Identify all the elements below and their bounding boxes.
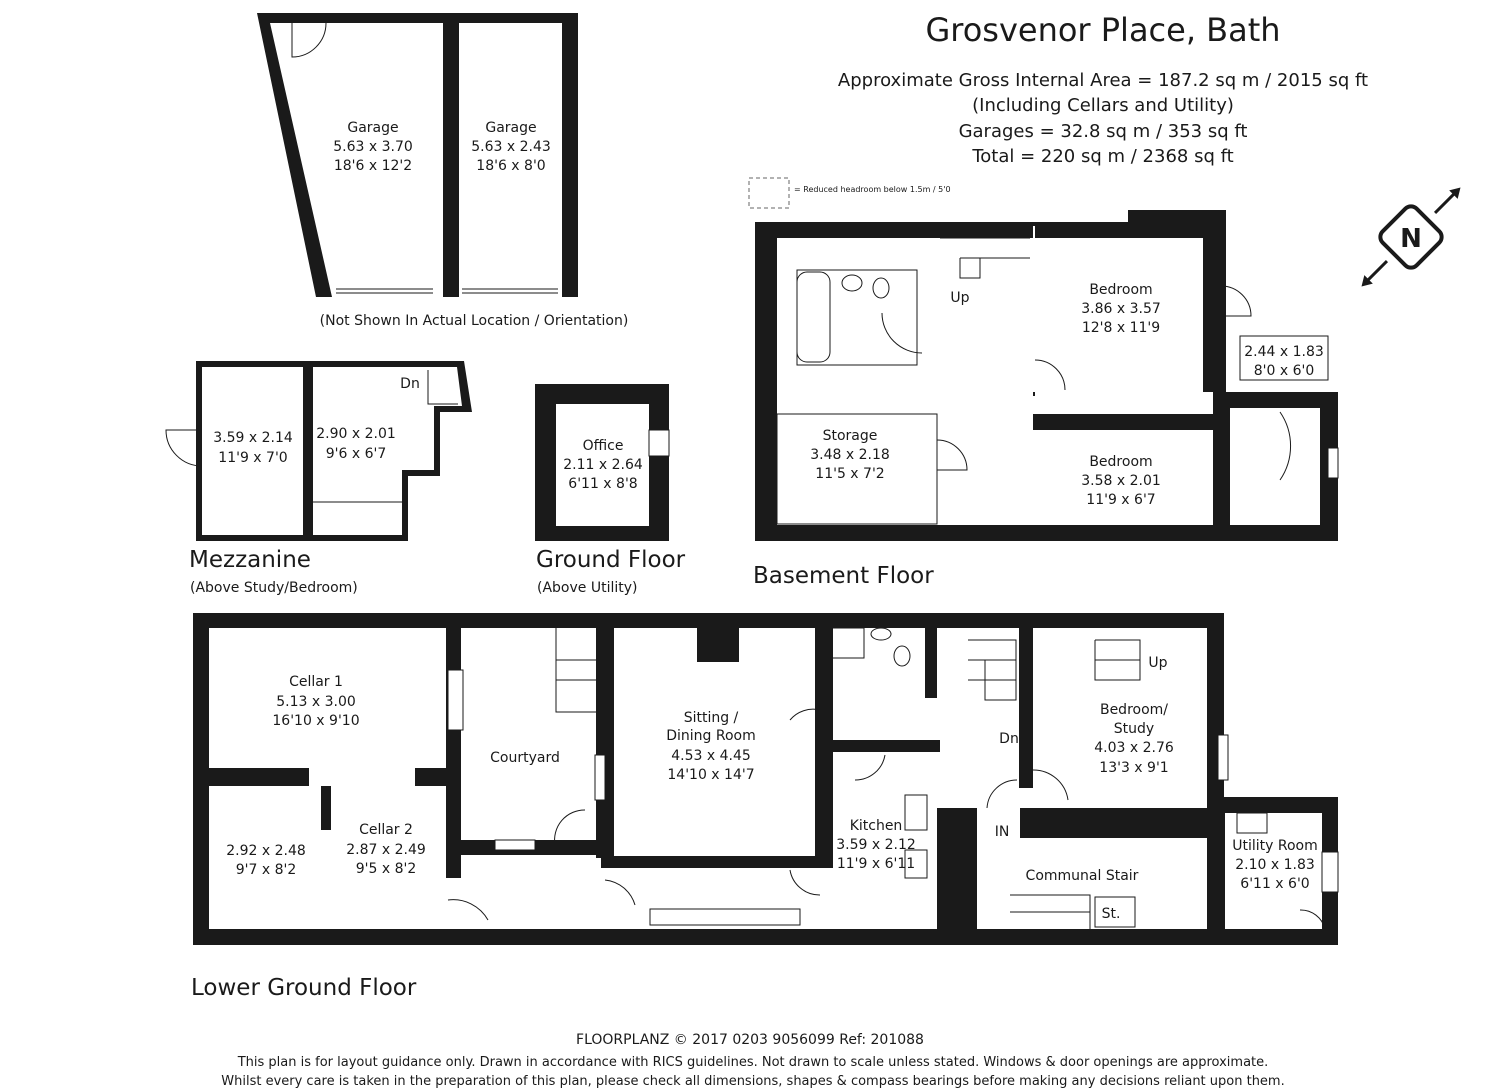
garage-1-imperial: 18'6 x 12'2 [333,158,413,174]
basement-small-room-imperial: 8'0 x 6'0 [1253,363,1315,379]
legend [749,178,951,208]
lower-ground-floor-plan [191,613,1338,1001]
bedroom-study-name-1: Bedroom/ [1099,702,1169,718]
kitchen-imperial: 11'9 x 6'11 [836,856,916,872]
cellar-2-metric: 2.87 x 2.49 [346,842,426,858]
footer-credit: FLOORPLANZ © 2017 0203 9056099 Ref: 201088 [576,1032,924,1048]
basement-bedroom-2-metric: 3.58 x 2.01 [1081,473,1161,489]
cellar-2-imperial: 9'5 x 8'2 [355,861,417,877]
cellar-1-imperial: 16'10 x 9'10 [272,713,360,729]
sitting-room-name-2: Dining Room [666,728,756,744]
basement-bedroom-2-name: Bedroom [1089,454,1153,470]
office-imperial: 6'11 x 8'8 [568,476,638,492]
storage-metric: 3.48 x 2.18 [810,447,890,463]
ground-floor-title: Ground Floor [536,547,686,573]
kitchen-name: Kitchen [849,818,903,834]
mezzanine-room-1-metric: 3.59 x 2.14 [213,430,293,446]
mezzanine-room-2-metric: 2.90 x 2.01 [316,426,396,442]
ground-floor-plan [535,384,686,596]
mezzanine-room-2-imperial: 9'6 x 6'7 [325,446,387,462]
bedroom-study-name-2: Study [1113,721,1155,737]
sitting-room-imperial: 14'10 x 14'7 [667,767,755,783]
sitting-room-metric: 4.53 x 4.45 [671,748,751,764]
garage-2-name: Garage [485,120,537,136]
bedroom-study-imperial: 13'3 x 9'1 [1099,760,1169,776]
mezzanine-plan [166,361,472,596]
mezzanine-stair-label: Dn [400,376,420,392]
utility-room-name: Utility Room [1232,838,1318,854]
header [838,11,1368,167]
office-metric: 2.11 x 2.64 [563,457,643,473]
store-label: St. [1101,906,1121,922]
communal-stair-name: Communal Stair [1025,868,1139,884]
lower-stair-down-label: Dn [999,731,1019,747]
office-name: Office [582,438,624,454]
ground-floor-subtitle: (Above Utility) [537,580,638,596]
garages-plan [257,13,628,329]
area-line-4: Total = 220 sq m / 2368 sq ft [972,146,1234,167]
kitchen-metric: 3.59 x 2.12 [836,837,916,853]
basement-bedroom-1-name: Bedroom [1089,282,1153,298]
footer [221,1032,1284,1089]
basement-bedroom-1-metric: 3.86 x 3.57 [1081,301,1161,317]
basement-bedroom-2-imperial: 11'9 x 6'7 [1086,492,1156,508]
basement-stair-label: Up [950,290,970,306]
bedroom-study-metric: 4.03 x 2.76 [1094,740,1174,756]
mezzanine-subtitle: (Above Study/Bedroom) [190,580,358,596]
cellar-side-imperial: 9'7 x 8'2 [235,862,297,878]
cellar-1-name: Cellar 1 [289,674,343,690]
utility-room-imperial: 6'11 x 6'0 [1240,876,1310,892]
compass-north-label: N [1400,224,1422,254]
garage-2-imperial: 18'6 x 8'0 [476,158,546,174]
storage-name: Storage [822,428,878,444]
area-line-2: (Including Cellars and Utility) [972,95,1234,116]
footer-disclaimer-1: This plan is for layout guidance only. Drawn in accordance with RICS guidelines. Not drawn to scale unless stated. Windows & door openings are approximate. [237,1055,1269,1070]
lower-stair-up-label: Up [1148,655,1168,671]
garage-1-metric: 5.63 x 3.70 [333,139,413,155]
plan-title: Grosvenor Place, Bath [925,11,1281,49]
reduced-headroom-swatch [749,178,789,208]
storage-imperial: 11'5 x 7'2 [815,466,885,482]
cellar-2-name: Cellar 2 [359,822,413,838]
garages-note: (Not Shown In Actual Location / Orientation) [319,313,629,329]
courtyard-name: Courtyard [490,750,560,766]
footer-disclaimer-2: Whilst every care is taken in the preparation of this plan, please check all dimensions, shapes & compass bearings before making any decisions reliant upon them. [221,1074,1285,1089]
basement-title: Basement Floor [753,563,934,589]
area-line-1: Approximate Gross Internal Area = 187.2 sq m / 2015 sq ft [837,70,1369,91]
lower-ground-title: Lower Ground Floor [191,975,417,1001]
basement-bedroom-1-imperial: 12'8 x 11'9 [1081,320,1161,336]
utility-room-metric: 2.10 x 1.83 [1235,857,1315,873]
entry-label: IN [994,824,1010,840]
mezzanine-title: Mezzanine [189,547,311,573]
basement-small-room-metric: 2.44 x 1.83 [1244,344,1324,360]
basement-plan [753,210,1338,589]
garage-1-name: Garage [347,120,399,136]
area-line-3: Garages = 32.8 sq m / 353 sq ft [958,121,1248,142]
sitting-room-name-1: Sitting / [683,710,739,726]
legend-label: = Reduced headroom below 1.5m / 5'0 [794,185,951,194]
cellar-side-metric: 2.92 x 2.48 [226,843,306,859]
cellar-1-metric: 5.13 x 3.00 [276,694,356,710]
mezzanine-room-1-imperial: 11'9 x 7'0 [218,450,288,466]
garage-2-metric: 5.63 x 2.43 [471,139,551,155]
